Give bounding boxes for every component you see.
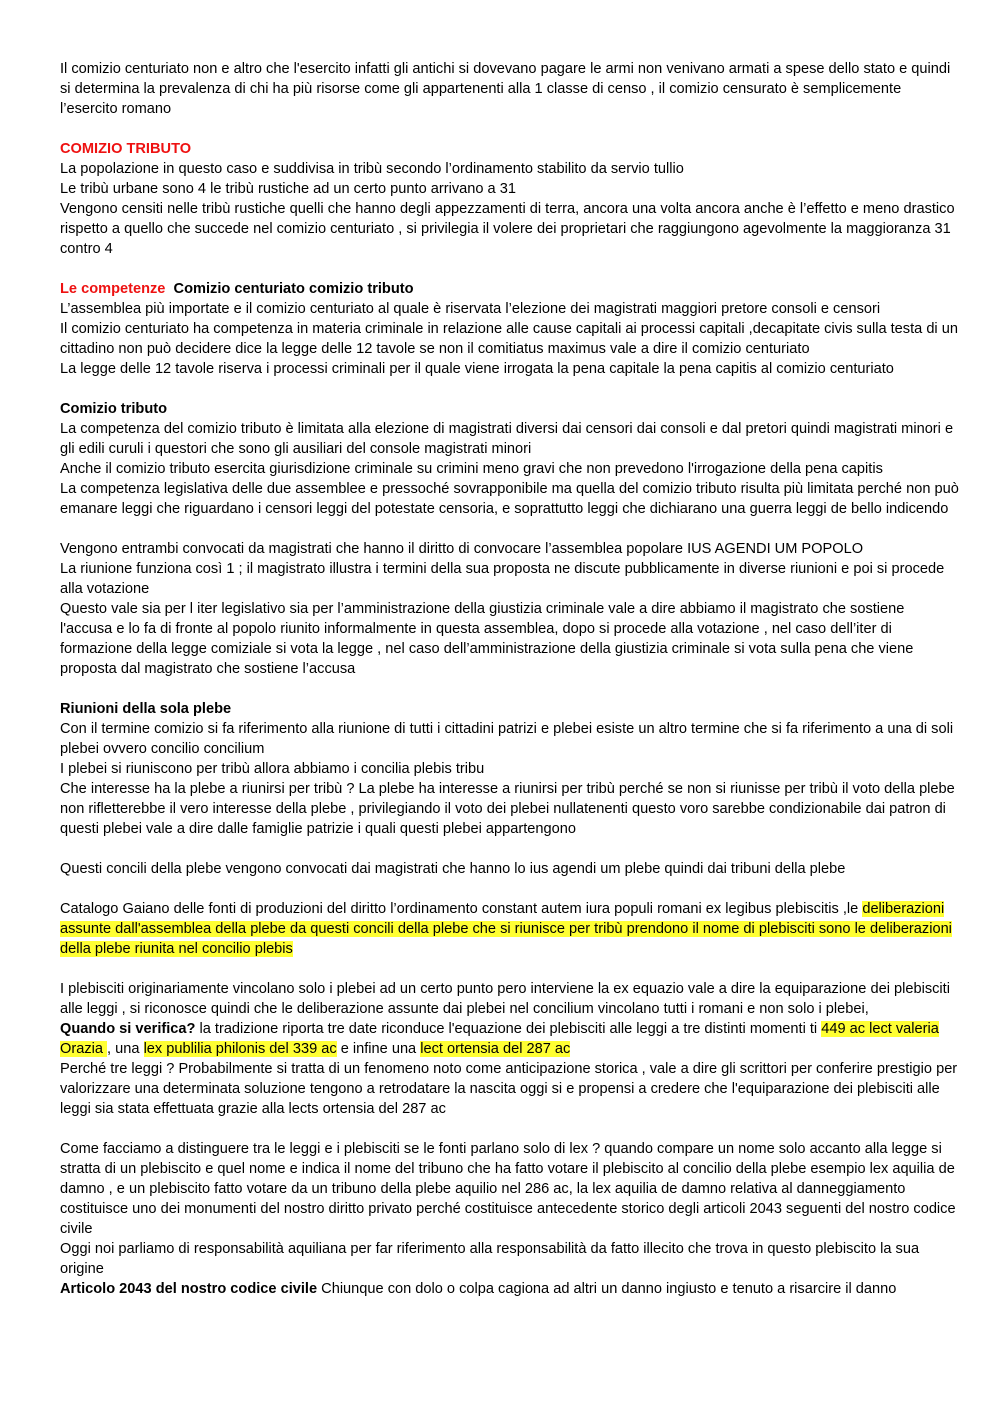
paragraph-convocazione-3: Questo vale sia per l iter legislativo sia per l’amministrazione della giustizia criminale vale a dire abbiamo il magistrato che sostiene l'accusa e lo fa di fronte al popolo riunito informalmente in questa assemblea, dopo si procede alla votazione , nel caso dell’iter di formazione della legge comiziale si vota la legge , nel caso dell’amministrazione della giustizia criminale si vota sulla pena che viene proposta dal magistrato che sostiene l’accusa bbox=[60, 601, 914, 677]
articolo-label: Articolo 2043 del nostro codice civile bbox=[60, 1281, 318, 1297]
paragraph-tributo-3: Vengono censiti nelle tribù rustiche quelli che hanno degli appezzamenti di terra, ancora una volta ancora anche è l’effetto e meno drastico rispetto a quello che succede nel comizio centuriato , si privilegia il volere dei proprietari che raggiungono agevolmente la maggioranza 31 contro 4 bbox=[60, 201, 955, 257]
paragraph-riunioni-2: I plebei si riuniscono per tribù allora abbiamo i concilia plebis tribu bbox=[60, 761, 485, 777]
spacer bbox=[60, 1119, 960, 1139]
spacer bbox=[60, 839, 960, 859]
heading-competenze bbox=[60, 279, 960, 299]
paragraph-convocazione-2: La riunione funziona così 1 ; il magistrato illustra i termini della sua proposta ne discute pubblicamente in diverse riunioni e poi si procede alla votazione bbox=[60, 561, 945, 597]
paragraph-catalogo-gaiano bbox=[60, 899, 960, 959]
paragraph-riunioni-1: Con il termine comizio si fa riferimento alla riunione di tutti i cittadini patrizi e plebei esiste un altro termine che si fa riferimento a una di soli plebei ovvero concilio concilium bbox=[60, 721, 954, 757]
heading-competenze-red: Le competenze bbox=[60, 281, 166, 297]
spacer bbox=[60, 259, 960, 279]
paragraph-intro: Il comizio centuriato non e altro che l'esercito infatti gli antichi si dovevano pagare le armi non venivano armati a spese dello stato e quindi si determina la prevalenza di chi ha più risorse come gli appartenenti alla 1 classe di censo , il comizio censurato è semplicemente l’esercito romano bbox=[60, 61, 951, 117]
heading-comizio-tributo-sub: Comizio tributo bbox=[60, 401, 168, 417]
quando-sep-1: , una bbox=[107, 1041, 144, 1057]
highlight-lex-publilia: lex publilia philonis del 339 ac bbox=[143, 1041, 337, 1057]
catalogo-text: Catalogo Gaiano delle fonti di produzioni del diritto l’ordinamento constant autem iura populi romani ex legibus plebiscitis ,le bbox=[60, 901, 859, 917]
paragraph-responsabilita: Oggi noi parliamo di responsabilità aquiliana per far riferimento alla responsabilità da fatto illecito che trova in questo plebiscito la sua origine bbox=[60, 1241, 920, 1277]
heading-comizio-tributo: COMIZIO TRIBUTO bbox=[60, 141, 192, 157]
paragraph-plebisciti: I plebisciti originariamente vincolano solo i plebei ad un certo punto pero interviene la ex equazio vale a dire la equiparazione dei plebisciti alle leggi , si riconosce quindi che le deliberazione assunte dai plebei nel concilium vincolano tutti i romani e non solo i plebei, bbox=[60, 981, 950, 1017]
articolo-text: Chiunque con dolo o colpa cagiona ad altri un danno ingiusto e tenuto a risarcire il danno bbox=[317, 1281, 897, 1297]
quando-label: Quando si verifica? bbox=[60, 1021, 196, 1037]
paragraph-ct-3: La competenza legislativa delle due assemblee e pressoché sovrapponibile ma quella del comizio tributo risulta più limitata perché non può emanare leggi che riguardano i censori leggi del potestate censoria, e soprattutto leggi che dichiarano una guerra leggi de bello indicendo bbox=[60, 481, 959, 517]
paragraph-competenze-3: La legge delle 12 tavole riserva i processi criminali per il quale viene irrogata la pena capitale la pena capitis al comizio centuriato bbox=[60, 361, 894, 377]
paragraph-tributo-1: La popolazione in questo caso e suddivisa in tribù secondo l’ordinamento stabilito da servio tullio bbox=[60, 161, 684, 177]
spacer bbox=[60, 959, 960, 979]
heading-riunioni-plebe: Riunioni della sola plebe bbox=[60, 701, 232, 717]
paragraph-riunioni-3: Che interesse ha la plebe a riunirsi per tribù ? La plebe ha interesse a riunirsi per tribù perché se non si riunisse per tribù il voto della plebe non rifletterebbe il vero interesse della plebe , privilegiando il voto dei plebei nullatenenti questo voro sarebbe condizionabile dai patron di questi plebei vale a dire dalle famiglie patrizie i quali questi plebei appartengono bbox=[60, 781, 955, 837]
highlight-lex-ortensia: lect ortensia del 287 ac bbox=[420, 1041, 571, 1057]
paragraph-quando bbox=[60, 1019, 960, 1059]
paragraph-tributo-2: Le tribù urbane sono 4 le tribù rustiche ad un certo punto arrivano a 31 bbox=[60, 181, 516, 197]
highlight-lex-valeria: 449 ac lect valeria Orazia bbox=[60, 1021, 939, 1057]
spacer bbox=[60, 119, 960, 139]
spacer bbox=[60, 879, 960, 899]
heading-competenze-subtitle: Comizio centuriato comizio tributo bbox=[173, 281, 414, 297]
spacer bbox=[60, 519, 960, 539]
paragraph-distinguere: Come facciamo a distinguere tra le leggi e i plebisciti se le fonti parlano solo di lex ? quando compare un nome solo accanto alla legge si stratta di un plebiscito e quel nome e indica il nome del tribuno che ha fatto votare il plebiscito al concilio della plebe esempio lex aquilia de damno , e un plebiscito fatto votare da un tribuno della plebe aquilio nel 286 ac, la lex aquilia de damno relativa al danneggiamento costituisce uno dei monumenti del nostro diritto privato perché costituisce antecedente storico degli articoli 2043 seguenti del nostro codice civile bbox=[60, 1141, 956, 1237]
spacer bbox=[60, 379, 960, 399]
highlight-deliberazioni: deliberazioni assunte dall'assemblea della plebe da questi concili della plebe che si riunisce per tribù prendono il nome di plebisciti sono le deliberazioni della plebe riunita nel concilio plebis bbox=[60, 901, 952, 957]
paragraph-perche-tre-leggi: Perché tre leggi ? Probabilmente si tratta di un fenomeno noto come anticipazione storica , vale a dire gli scrittori per conferire prestigio per valorizzare una determinata soluzione tengono a retrodatare la nascita oggi si e propensi a credere che l'equiparazione dei plebisciti alle leggi sia stata effettuata grazie alla lects ortensia del 287 ac bbox=[60, 1061, 958, 1117]
paragraph-ct-1: La competenza del comizio tributo è limitata alla elezione di magistrati diversi dai censori dai consoli e dal pretori quindi magistrati minori e gli edili curuli i questori che sono gli ausiliari del console magistrati minori bbox=[60, 421, 954, 457]
paragraph-concili: Questi concili della plebe vengono convocati dai magistrati che hanno lo ius agendi um plebe quindi dai tribuni della plebe bbox=[60, 861, 846, 877]
spacer bbox=[60, 679, 960, 699]
paragraph-ct-2: Anche il comizio tributo esercita giurisdizione criminale su crimini meno gravi che non prevedono l'irrogazione della pena capitis bbox=[60, 461, 883, 477]
paragraph-competenze-2: Il comizio centuriato ha competenza in materia criminale in relazione alle cause capitali ai processi capitali ,decapitate civis sulla testa di un cittadino non può decidere dice la legge delle 12 tavole se non il comitiatus maximus vale a dire il comizio centuriato bbox=[60, 321, 958, 357]
quando-sep-2: e infine una bbox=[336, 1041, 421, 1057]
quando-text: la tradizione riporta tre date riconduce l'equazione dei plebisciti alle leggi a tre distinti momenti ti bbox=[195, 1021, 822, 1037]
paragraph-convocazione-1: Vengono entrambi convocati da magistrati che hanno il diritto di convocare l’assemblea popolare IUS AGENDI UM POPOLO bbox=[60, 541, 864, 557]
paragraph-articolo-2043 bbox=[60, 1279, 960, 1299]
paragraph-competenze-1: L’assemblea più importate e il comizio centuriato al quale è riservata l’elezione dei magistrati maggiori pretore consoli e censori bbox=[60, 301, 881, 317]
